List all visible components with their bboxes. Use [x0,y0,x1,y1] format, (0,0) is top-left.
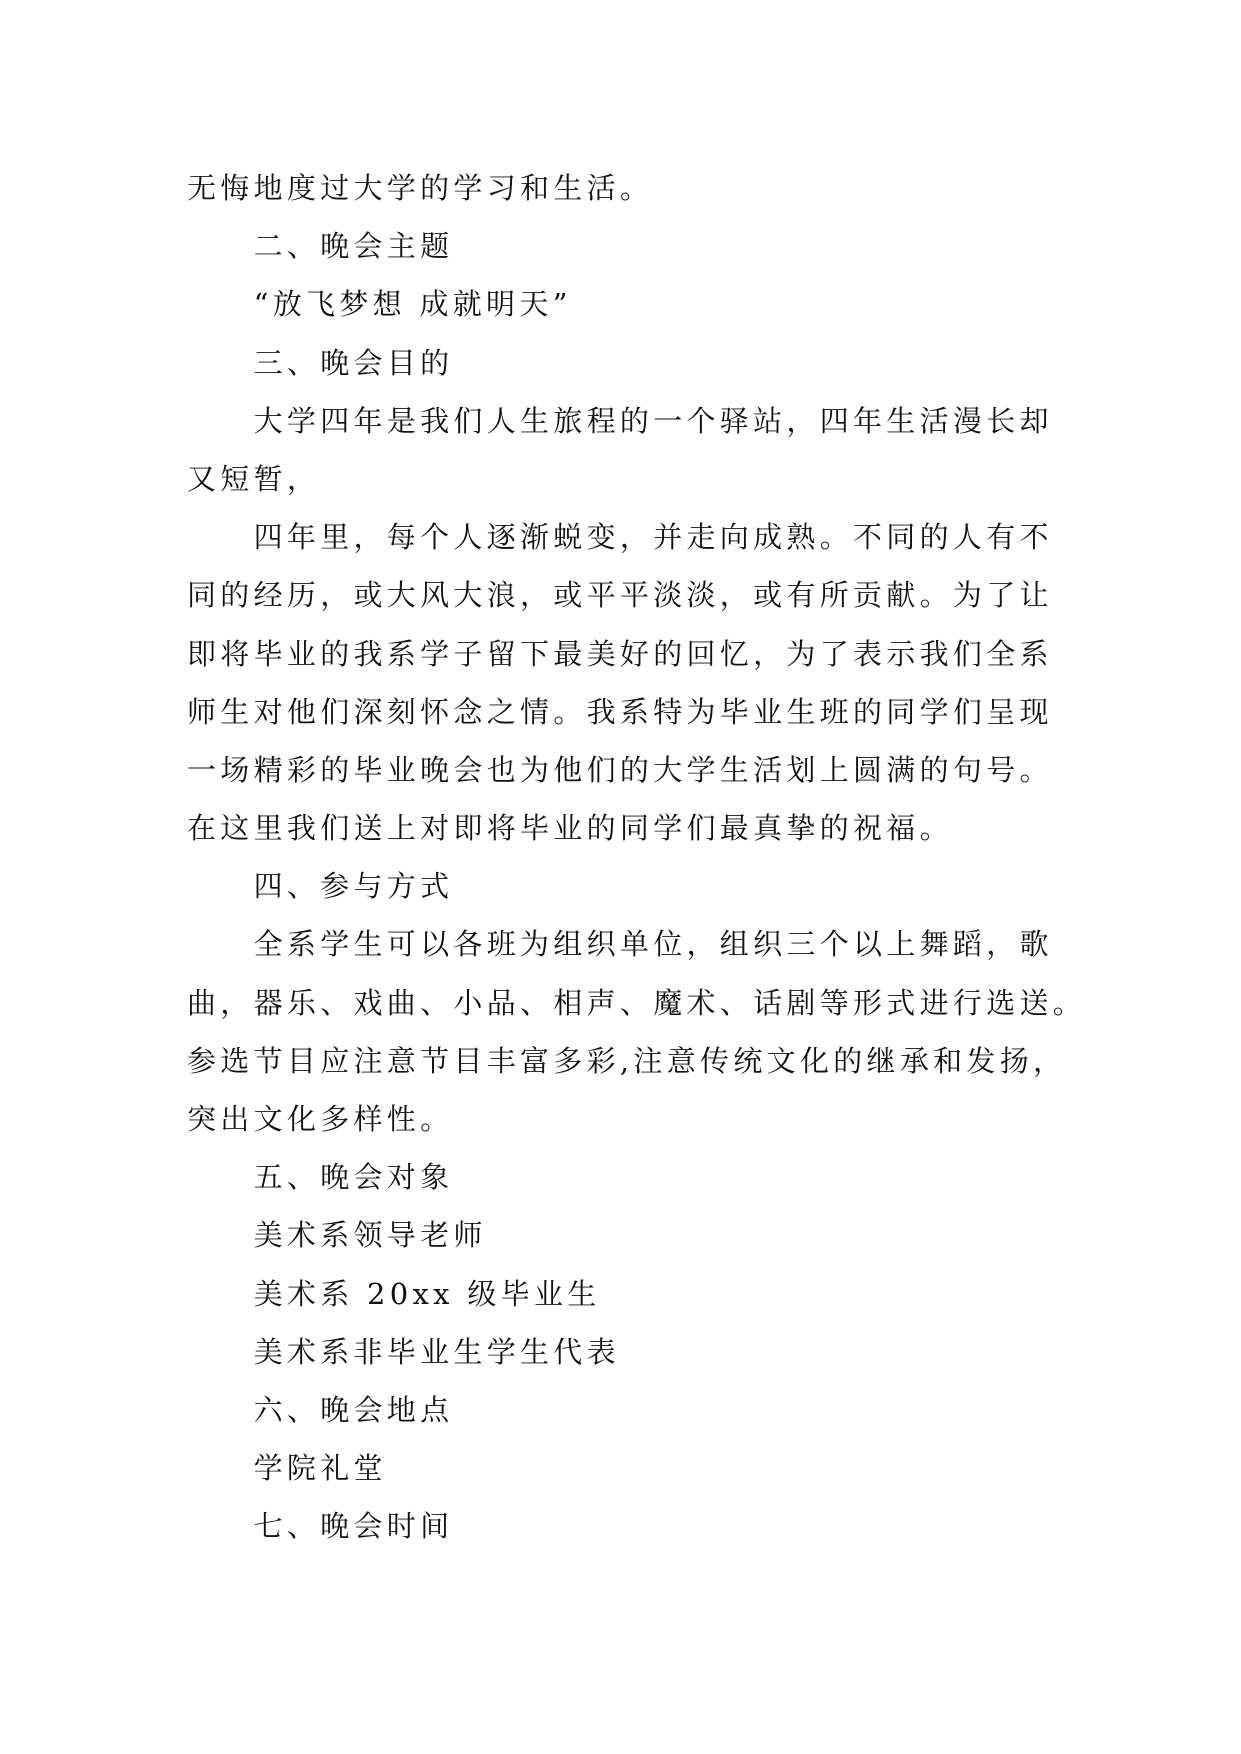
body-text-line: 即将毕业的我系学子留下最美好的回忆，为了表示我们全系 [187,636,1053,671]
list-item: 美术系非毕业生学生代表 [253,1334,620,1369]
body-text-line: 无悔地度过大学的学习和生活。 [187,171,654,205]
theme-quote-line: “放飞梦想 成就明天” [253,287,572,322]
section-heading: 四、参与方式 [253,869,454,904]
body-text-line: 师生对他们深刻怀念之情。我系特为毕业生班的同学们呈现 [187,694,1053,729]
list-item: 学院礼堂 [253,1451,387,1486]
section-heading-time [187,1497,1092,1555]
list-item: 美术系领导老师 [253,1218,487,1253]
list-item: 美术系 20xx 级毕业生 [253,1276,601,1311]
body-text-line: 突出文化多样性。 [187,1102,454,1136]
body-text-line: 全系学生可以各班为组织单位，组织三个以上舞蹈，歌 [253,927,1053,962]
body-text-line: 同的经历，或大风大浪，或平平淡淡，或有所贡献。为了让 [187,578,1053,613]
section-heading-purpose [187,334,1092,392]
section-heading: 七、晚会时间 [253,1509,454,1544]
body-text-line: 在这里我们送上对即将毕业的同学们最真挚的祝福。 [187,811,953,846]
body-text-line: 又短暂， [187,461,321,496]
section-heading: 六、晚会地点 [253,1392,454,1427]
body-text-line: 大学四年是我们人生旅程的一个驿站，四年生活漫长却 [253,403,1053,438]
body-text-line: 参选节目应注意节目丰富多彩,注意传统文化的继承和发扬， [187,1043,1067,1078]
body-text-line: 一场精彩的毕业晚会也为他们的大学生活划上圆满的句号。 [187,752,1053,787]
participation-paragraph [187,915,1092,1148]
section-heading-theme [187,217,1092,275]
body-text-line: 四年里，每个人逐渐蜕变，并走向成熟。不同的人有不 [253,520,1053,555]
section-heading: 三、晚会目的 [253,345,454,380]
document-body [187,159,1092,1556]
purpose-paragraph-1 [187,392,1092,508]
audience-item [187,1265,1092,1323]
section-heading-venue [187,1381,1092,1439]
section-heading-participation [187,857,1092,915]
body-text-line: 曲，器乐、戏曲、小品、相声、魔术、话剧等形式进行选送。 [187,985,1087,1020]
section-heading: 五、晚会对象 [253,1160,454,1195]
venue-item [187,1439,1092,1497]
audience-item [187,1323,1092,1381]
purpose-paragraph-2 [187,508,1092,857]
theme-quote [187,275,1092,333]
continued-paragraph [187,159,1092,217]
section-heading: 二、晚会主题 [253,229,454,264]
audience-item [187,1206,1092,1264]
section-heading-audience [187,1148,1092,1206]
